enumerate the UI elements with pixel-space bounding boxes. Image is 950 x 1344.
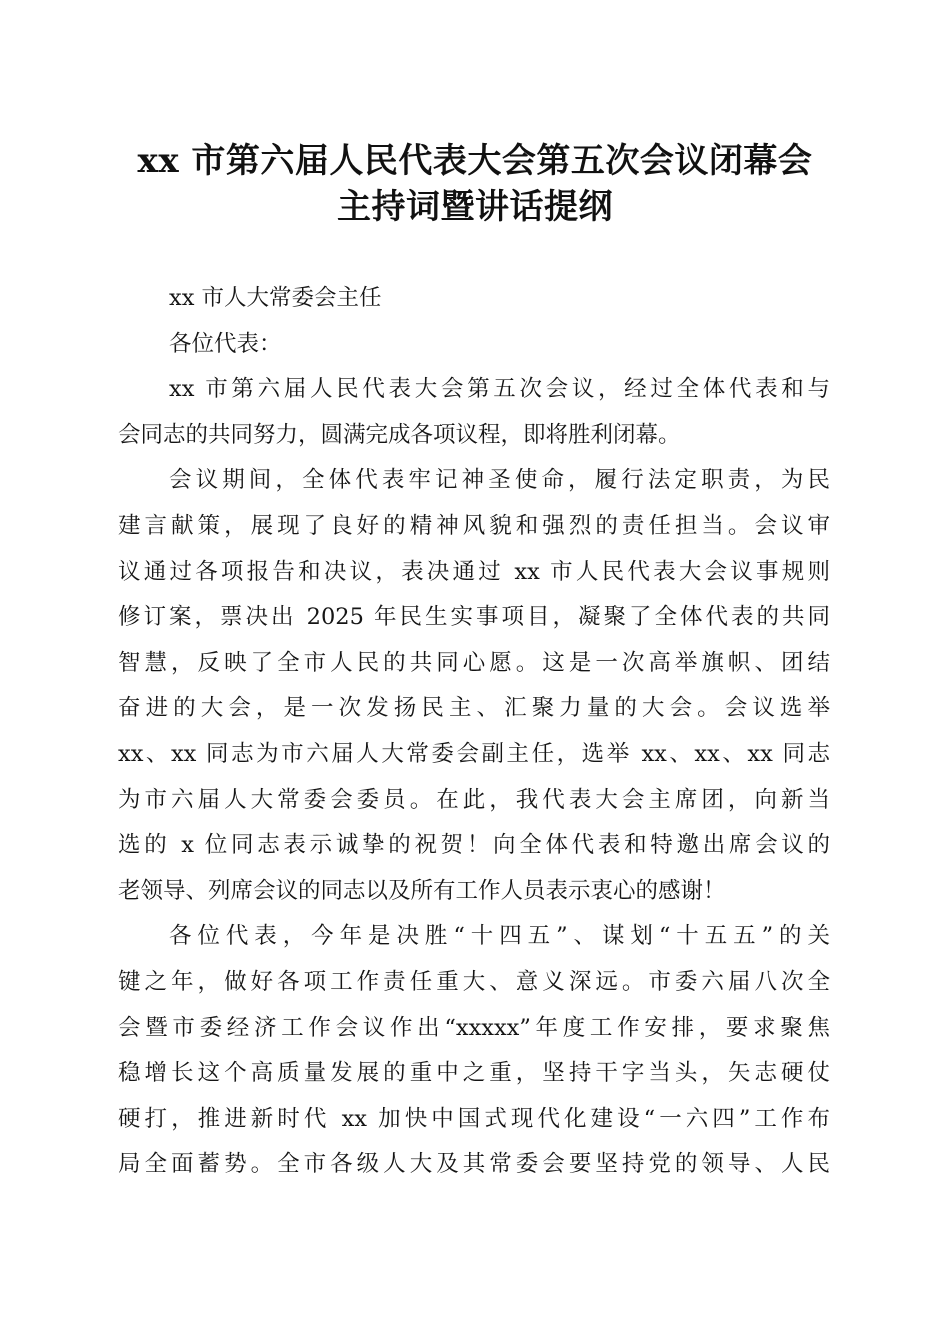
- paragraph-opening: [118, 367, 830, 458]
- text-line: 建言献策，展现了良好的精神风貌和强烈的责任担当。会议审: [118, 512, 830, 539]
- text-line: 局全面蓄势。全市各级人大及其常委会要坚持党的领导、人民: [118, 1151, 830, 1178]
- text-line: xx 市人大常委会主任: [169, 285, 382, 311]
- text-line: 奋进的大会，是一次发扬民主、汇聚力量的大会。会议选举: [118, 695, 830, 722]
- text-line: 硬打，推进新时代 xx 加快中国式现代化建设“一六四”工作布: [118, 1105, 830, 1132]
- text-line: 为市六届人大常委会委员。在此，我代表大会主席团，向新当: [118, 786, 830, 813]
- text-line: 议通过各项报告和决议，表决通过 xx 市人民代表大会议事规则: [118, 558, 830, 585]
- text-line: 稳增长这个高质量发展的重中之重，坚持干字当头，矢志硬仗: [118, 1060, 830, 1087]
- title-line: xx 市第六届人民代表大会第五次会议闭幕会: [137, 141, 813, 181]
- speaker-line: [118, 276, 830, 322]
- paragraph-review: [118, 458, 830, 914]
- text-line: 会同志的共同努力，圆满完成各项议程，即将胜利闭幕。: [118, 421, 681, 448]
- paragraph-outlook: [118, 914, 830, 1188]
- document-body: [118, 276, 830, 1188]
- text-line: 修订案，票决出 2025 年民生实事项目，凝聚了全体代表的共同: [118, 604, 830, 631]
- text-line: 选的 x 位同志表示诚挚的祝贺！向全体代表和特邀出席会议的: [118, 832, 830, 859]
- text-line: 会暨市委经济工作会议作出“xxxxx”年度工作安排，要求聚焦: [118, 1014, 830, 1041]
- text-line: 老领导、列席会议的同志以及所有工作人员表示衷心的感谢！: [118, 877, 726, 904]
- salutation: [118, 322, 830, 368]
- text-line: 各位代表，今年是决胜“十四五”、谋划“十五五”的关: [169, 923, 830, 950]
- text-line: 智慧，反映了全市人民的共同心愿。这是一次高举旗帜、团结: [118, 649, 830, 676]
- title-line: 主持词暨讲话提纲: [337, 187, 613, 227]
- text-line: 各位代表：: [169, 330, 282, 357]
- text-line: xx 市第六届人民代表大会第五次会议，经过全体代表和与: [169, 376, 830, 403]
- document-title: [100, 138, 850, 230]
- text-line: xx、xx 同志为市六届人大常委会副主任，选举 xx、xx、xx 同志: [118, 740, 830, 767]
- text-line: 键之年，做好各项工作责任重大、意义深远。市委六届八次全: [118, 968, 830, 995]
- text-line: 会议期间，全体代表牢记神圣使命，履行法定职责，为民: [169, 467, 830, 494]
